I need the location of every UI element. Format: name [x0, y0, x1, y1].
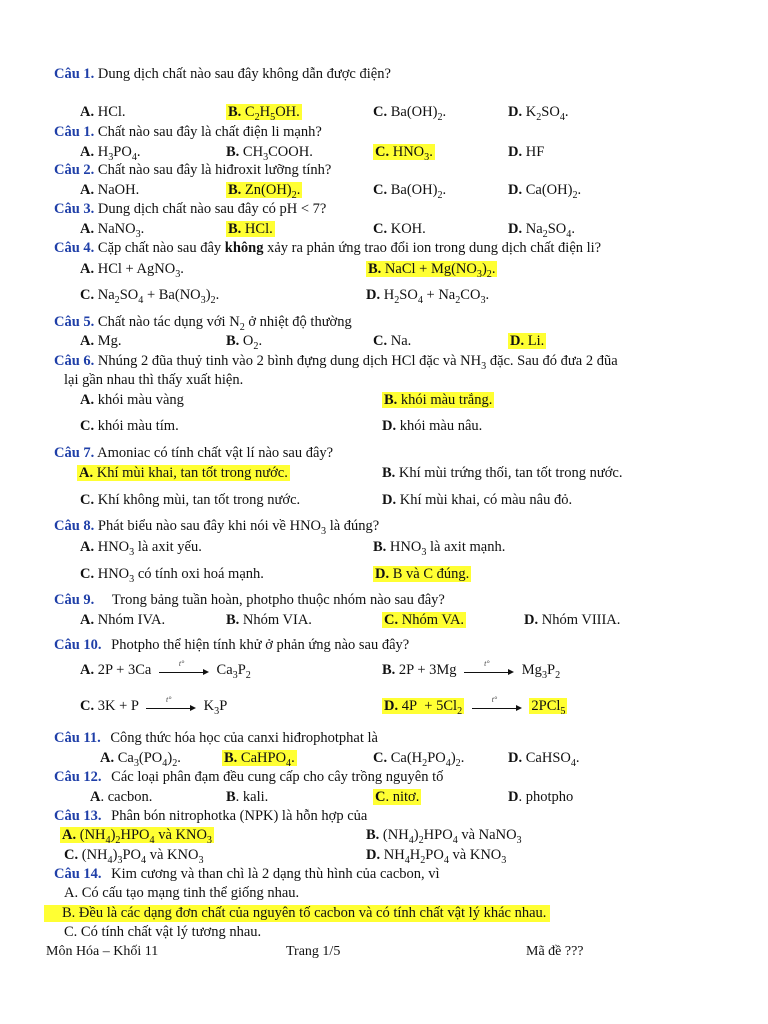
question-2	[54, 162, 331, 179]
question-number: Câu 8.	[54, 518, 95, 534]
question-number: Câu 1.	[54, 66, 95, 82]
option-d: D. CaHSO$_4$.	[508, 750, 580, 769]
question-number: Câu 1.	[54, 124, 95, 140]
question-text-line2: lại gần nhau thì thấy xuất hiện.	[64, 372, 244, 388]
reaction-arrow-icon: t°	[464, 665, 514, 677]
option-b: B. Nhóm VIA.	[226, 612, 312, 628]
option-a: A. $HNO_3$ là axit yếu.	[80, 539, 202, 558]
option-b: B. $Zn(OH)_2$.	[228, 182, 301, 201]
option-b: B. NaCl + $Mg(NO_3)_2$.	[368, 261, 496, 280]
option-d: D. Nhóm VIIIA.	[524, 612, 621, 628]
option-c: C. Nhóm VA.	[384, 612, 465, 628]
question-4	[54, 240, 601, 257]
question-text: Trong bảng tuần hoàn, photpho thuộc nhóm nào sau đây?	[111, 592, 445, 608]
option-d: D. Khí mùi khai, có màu nâu đỏ.	[382, 492, 573, 508]
option-b: B. Khí mùi trứng thối, tan tốt trong nước.	[382, 465, 623, 481]
footer-code: Mã đề ???	[526, 944, 584, 959]
question-text: Photpho thể hiện tính khử ở phản ứng nào sau đây?	[111, 637, 410, 653]
option-a: A. HCl.	[80, 104, 126, 120]
option-a: A. NaNO$_3$.	[80, 221, 145, 240]
option-c: C. nitơ.	[375, 789, 420, 805]
question-text: Công thức hóa học của canxi hiđrophotphat là	[110, 730, 378, 746]
footer-subject: Môn Hóa – Khối 11	[46, 944, 159, 959]
question-3	[54, 201, 326, 218]
question-text: Chất nào tác dụng với $N_2$ ở nhiệt độ thường	[97, 314, 352, 333]
question-number: Câu 9.	[54, 592, 95, 608]
question-text: Amoniac có tính chất vật lí nào sau đây?	[97, 445, 334, 461]
option-b: B. $O_2$.	[226, 333, 263, 352]
question-number: Câu 10.	[54, 637, 102, 653]
question-7	[54, 445, 333, 462]
option-c: C. khói màu tím.	[80, 418, 179, 434]
question-5	[54, 314, 352, 333]
option-a: A. khói màu vàng	[80, 392, 184, 408]
option-a: A. Khí mùi khai, tan tốt trong nước.	[79, 465, 288, 481]
option-c: C. Na.	[373, 333, 412, 349]
option-a: A. $Ca_3(PO_4)_2$.	[100, 750, 181, 769]
question-10	[54, 637, 409, 654]
question-13	[54, 808, 367, 825]
question-number: Câu 12.	[54, 769, 102, 785]
option-c: C. Có tính chất vật lý tương nhau.	[64, 924, 262, 940]
reaction-arrow-icon: t°	[159, 665, 209, 677]
reaction-arrow-icon: t°	[146, 701, 196, 713]
option-b: B. 2P + 3Mg t° $Mg_3P_2$	[382, 658, 561, 681]
question-11	[54, 730, 378, 747]
question-number: Câu 14.	[54, 866, 102, 882]
question-8	[54, 518, 379, 537]
option-a: A. Nhóm IVA.	[80, 612, 166, 628]
question-12	[54, 769, 443, 786]
option-c: C. $Ba(OH)_2$.	[373, 182, 447, 201]
question-text: Phân bón nitrophotka (NPK) là hỗn hợp của	[111, 808, 368, 824]
option-d: D. $K_2SO_4$.	[508, 104, 569, 123]
question-text: Dung dịch chất nào sau đây không dẫn được điện?	[97, 66, 391, 82]
option-d: D. $NH_4H_2PO_4$ và $KNO_3$	[366, 847, 507, 866]
question-9	[54, 592, 445, 609]
option-a: A. $H_3PO_4$.	[80, 144, 141, 163]
option-a: A. NaOH.	[80, 182, 140, 198]
question-number: Câu 4.	[54, 240, 95, 256]
option-c: C. KOH.	[373, 221, 426, 237]
option-b: B. kali.	[226, 789, 269, 805]
option-a: A. Mg.	[80, 333, 122, 349]
option-c: C. $HNO_3$.	[375, 144, 433, 163]
question-text: Nhúng 2 đũa thuỷ tinh vào 2 bình đựng dung dịch HCl đặc và $NH_3$ đặc. Sau đó đưa 2 đũa	[97, 353, 618, 372]
option-c: C. $Ca(H_2PO_4)_2$.	[373, 750, 465, 769]
option-d: D. HF	[508, 144, 545, 160]
option-a: A. 2P + 3Ca t° $Ca_3P_2$	[80, 658, 251, 681]
question-number: Câu 11.	[54, 730, 101, 746]
option-c: C. Khí không mùi, tan tốt trong nước.	[80, 492, 301, 508]
question-text-before: Cặp chất nào sau đây	[97, 240, 222, 256]
question-1	[54, 66, 391, 83]
option-c: C. 3K + P t° $K_3P$	[80, 694, 228, 717]
question-number: Câu 7.	[54, 445, 95, 461]
option-d: D. $H_2SO_4 + Na_2CO_3$.	[366, 287, 490, 306]
option-d: D. photpho	[508, 789, 574, 805]
option-b: B. khói màu trắng.	[384, 392, 493, 408]
option-d: D. B và C đúng.	[375, 566, 470, 582]
option-c: C. $(NH_4)_3PO_4$ và $KNO_3$	[64, 847, 204, 866]
option-b: B. HCl.	[228, 221, 273, 237]
option-d: D. $4P + 5Cl_2$ t° 2PCl$_5$	[384, 694, 566, 717]
option-b: B. CaHPO$_4$.	[224, 750, 295, 769]
option-a: A. Có cấu tạo mạng tinh thể giống nhau.	[64, 885, 300, 901]
question-text-after: xảy ra phản ứng trao đổi ion trong dung dịch chất điện li?	[267, 240, 602, 256]
question-number: Câu 5.	[54, 314, 95, 330]
question-number: Câu 2.	[54, 162, 95, 178]
question-text: Phát biểu nào sau đây khi nói về $HNO_3$ là đúng?	[97, 518, 380, 537]
reaction-arrow-icon: t°	[472, 701, 522, 713]
question-text: Kim cương và than chì là 2 dạng thù hình của cacbon, vì	[111, 866, 440, 882]
option-d: D. Li.	[510, 333, 545, 349]
question-14	[54, 866, 440, 883]
option-d: D. $Na_2SO_4$.	[508, 221, 575, 240]
option-a: A. $(NH_4)_2HPO_4$ và $KNO_3$	[62, 827, 212, 846]
option-c: C. $Ba(OH)_2$.	[373, 104, 447, 123]
question-number: Câu 6.	[54, 353, 95, 369]
question-text-bold: không	[224, 240, 264, 256]
footer-page: Trang 1/5	[286, 944, 341, 959]
option-b: B. $C_2H_5OH$.	[228, 104, 300, 123]
question-text: Chất nào sau đây là chất điện li mạnh?	[97, 124, 322, 140]
question-6	[54, 353, 618, 372]
question-number: Câu 13.	[54, 808, 102, 824]
option-b: B. Đều là các dạng đơn chất của nguyên tố cacbon và có tính chất vật lý khác nhau.	[44, 905, 614, 922]
option-b: B. $HNO_3$ là axit mạnh.	[373, 539, 506, 558]
question-text: Các loại phân đạm đều cung cấp cho cây trồng nguyên tố	[111, 769, 444, 785]
question-1b	[54, 124, 322, 141]
option-b: B. $CH_3COOH$.	[226, 144, 313, 163]
option-a: A. cacbon.	[90, 789, 153, 805]
question-text: Chất nào sau đây là hiđroxit lưỡng tính?	[97, 162, 332, 178]
option-c: C. $Na_2SO_4 + Ba(NO_3)_2$.	[80, 287, 220, 306]
option-d: D. khói màu nâu.	[382, 418, 483, 434]
option-b: B. $(NH_4)_2HPO_4$ và NaNO$_3$	[366, 827, 522, 846]
option-a: A. HCl + AgNO$_3$.	[80, 261, 184, 280]
question-text: Dung dịch chất nào sau đây có pH < 7?	[97, 201, 327, 217]
question-number: Câu 3.	[54, 201, 95, 217]
option-d: D. $Ca(OH)_2$.	[508, 182, 582, 201]
option-c: C. $HNO_3$ có tính oxi hoá mạnh.	[80, 566, 264, 585]
